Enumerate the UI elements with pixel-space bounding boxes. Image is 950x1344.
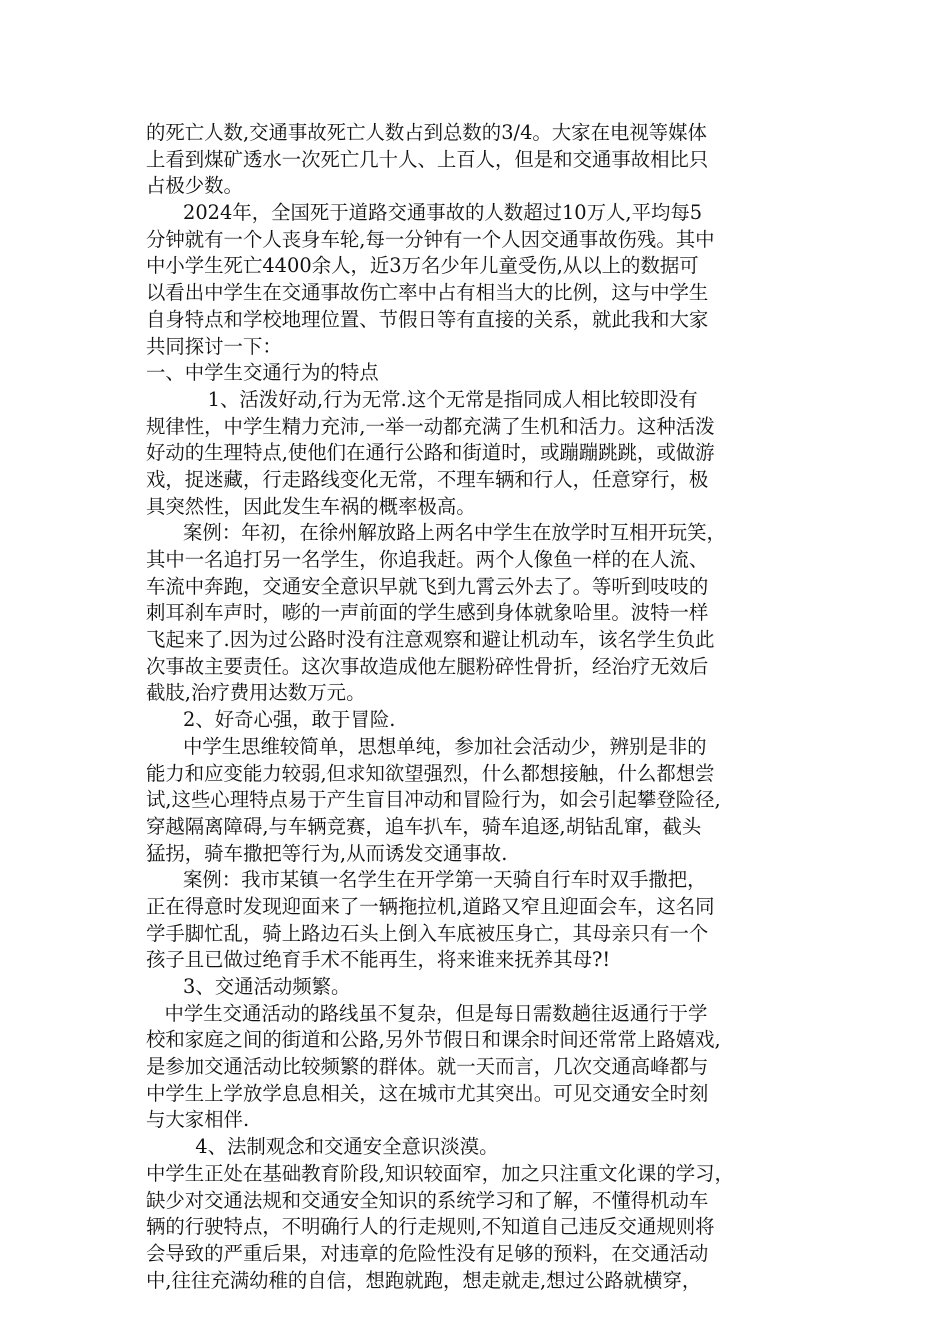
text-line: 具突然性，因此发生车祸的概率极高。 <box>146 494 476 518</box>
text-line: 中,往往充满幼稚的自信，想跑就跑，想走就走,想过公路就横穿， <box>146 1268 702 1292</box>
text-line: 中学生上学放学息息相关，这在城市尤其突出。可见交通安全时刻 <box>146 1081 709 1105</box>
text-line: 共同探讨一下： <box>146 334 282 358</box>
text-line: 的死亡人数,交通事故死亡人数占到总数的3/4。大家在电视等媒体 <box>146 121 707 144</box>
text-line: 占极少数。 <box>146 174 243 198</box>
text-line: 以看出中学生在交通事故伤亡率中占有相当大的比例，这与中学生 <box>146 281 709 305</box>
text-line: 截肢,治疗费用达数万元。 <box>146 681 366 705</box>
text-line: 戏，捉迷藏，行走路线变化无常，不理车辆和行人，任意穿行，极 <box>146 467 709 491</box>
text-line: 正在得意时发现迎面来了一辆拖拉机,道路又窄且迎面会车，这名同 <box>146 894 715 918</box>
text-line: 缺少对交通法规和交通安全知识的系统学习和了解，不懂得机动车 <box>146 1188 709 1212</box>
text-line: 2、好奇心强，敢于冒险. <box>146 708 396 732</box>
section-heading: 一、中学生交通行为的特点 <box>146 361 379 385</box>
text-line: 穿越隔离障碍,与车辆竞赛，追车扒车，骑车追逐,胡钻乱窜，截头 <box>146 814 702 838</box>
text-line: 其中一名追打另一名学生，你追我赶。两个人像鱼一样的在人流、 <box>146 548 709 571</box>
text-line: 案例：我市某镇一名学生在开学第一天骑自行车时双手撒把， <box>146 868 707 892</box>
text-line: 自身特点和学校地理位置、节假日等有直接的关系，就此我和大家 <box>146 307 709 331</box>
text-line: 能力和应变能力较弱,但求知欲望强烈，什么都想接触，什么都想尝 <box>146 761 715 785</box>
text-line: 试,这些心理特点易于产生盲目冲动和冒险行为，如会引起攀登险径, <box>146 788 721 812</box>
text-line: 好动的生理特点,使他们在通行公路和街道时，或蹦蹦跳跳，或做游 <box>146 441 715 465</box>
text-line: 会导致的严重后果，对违章的危险性没有足够的预料，在交通活动 <box>146 1241 709 1265</box>
document-body <box>146 120 818 1294</box>
text-line: 校和家庭之间的街道和公路,另外节假日和课余时间还常常上路嬉戏, <box>146 1028 721 1052</box>
text-line: 中学生思维较简单，思想单纯，参加社会活动少，辨别是非的 <box>146 734 707 758</box>
text-line: 2024年，全国死于道路交通事故的人数超过10万人,平均每5 <box>146 201 703 225</box>
text-line: 刺耳刹车声时，嘭的一声前面的学生感到身体就象哈里。波特一样 <box>146 601 709 625</box>
text-line: 中学生正处在基础教育阶段,知识较面窄，加之只注重文化课的学习， <box>146 1161 734 1185</box>
text-line: 车流中奔跑，交通安全意识早就飞到九霄云外去了。等听到吱吱的 <box>146 574 709 598</box>
text-line: 学手脚忙乱，骑上路边石头上倒入车底被压身亡，其母亲只有一个 <box>146 921 709 945</box>
text-line: 上看到煤矿透水一次死亡几十人、上百人，但是和交通事故相比只 <box>146 147 709 171</box>
text-line: 中小学生死亡4400余人，近3万名少年儿童受伤,从以上的数据可 <box>146 254 699 278</box>
text-line: 中学生交通活动的路线虽不复杂，但是每日需数趟往返通行于学 <box>146 1001 708 1025</box>
text-line: 案例：年初，在徐州解放路上两名中学生在放学时互相开玩笑， <box>146 521 726 545</box>
text-line: 是参加交通活动比较频繁的群体。就一天而言，几次交通高峰都与 <box>146 1055 709 1079</box>
text-line: 3、交通活动频繁。 <box>146 975 351 998</box>
text-line: 分钟就有一个人丧身车轮,每一分钟有一个人因交通事故伤残。其中 <box>146 227 715 251</box>
text-line: 孩子且已做过绝育手术不能再生，将来谁来抚养其母?! <box>146 948 611 972</box>
text-line: 与大家相伴. <box>146 1108 250 1132</box>
text-line: 4、法制观念和交通安全意识淡漠。 <box>146 1135 499 1159</box>
text-line: 猛拐，骑车撒把等行为,从而诱发交通事故. <box>146 841 508 865</box>
text-line: 1、活泼好动,行为无常.这个无常是指同成人相比较即没有 <box>146 387 698 411</box>
text-line: 辆的行驶特点，不明确行人的行走规则,不知道自己违反交通规则将 <box>146 1215 715 1239</box>
text-line: 次事故主要责任。这次事故造成他左腿粉碎性骨折，经治疗无效后 <box>146 654 709 678</box>
text-line: 飞起来了.因为过公路时没有注意观察和避让机动车，该名学生负此 <box>146 628 715 652</box>
text-line: 规律性，中学生精力充沛,一举一动都充满了生机和活力。这种活泼 <box>146 414 715 438</box>
